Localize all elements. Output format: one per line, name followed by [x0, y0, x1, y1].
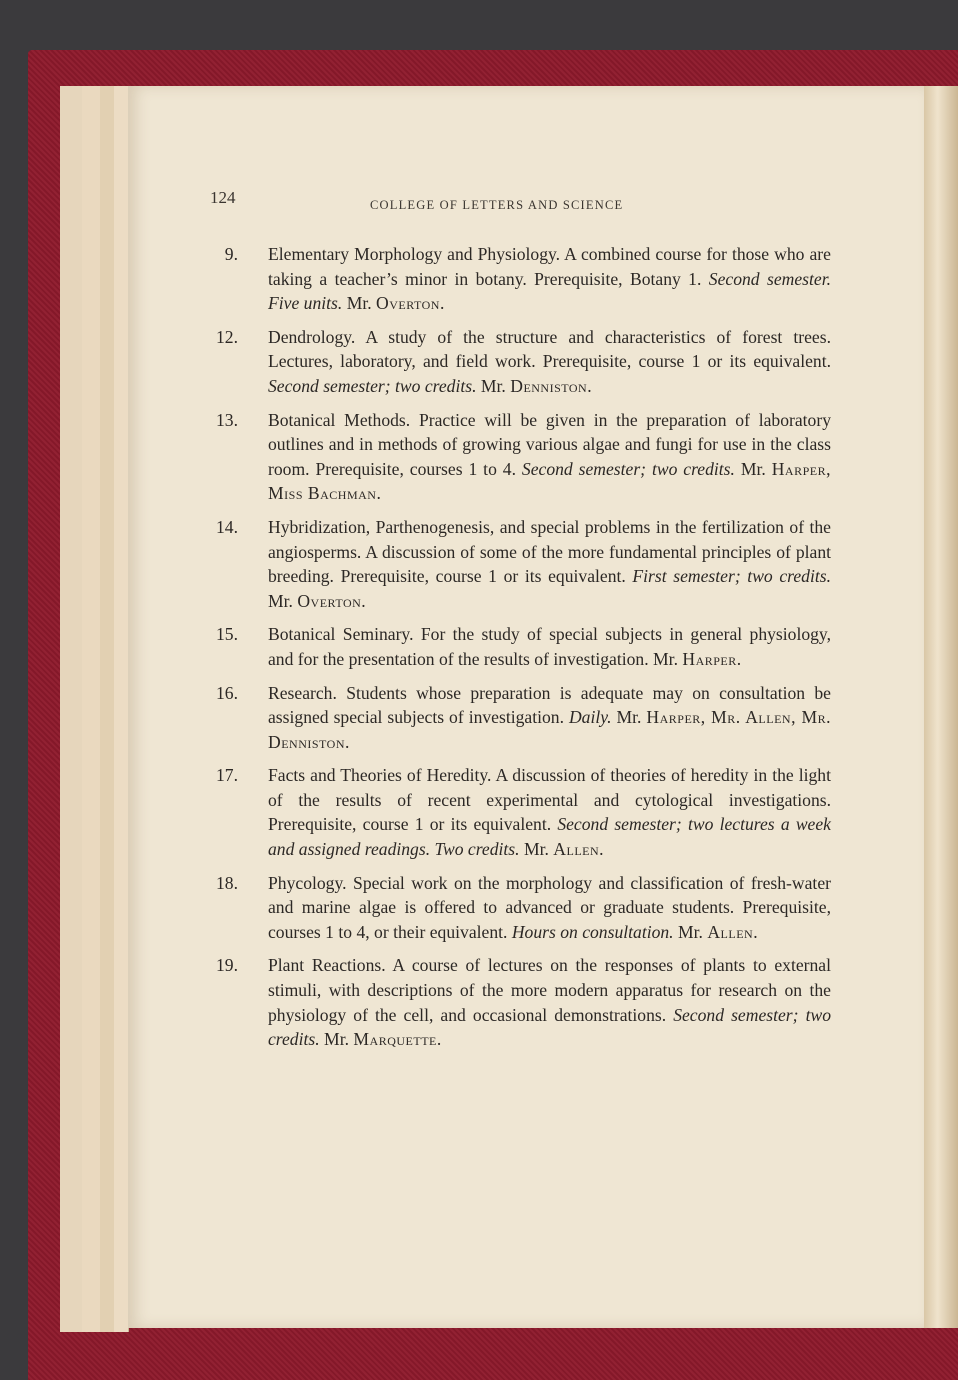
page-edges	[100, 86, 115, 1332]
course-instructor: Denniston.	[510, 375, 593, 396]
course-description: and special problems in the fertilization of the angiosperms. A discussion of some of the more fundamental principles of plant breeding. Prerequisite, course 1 or its equivalent.	[268, 516, 831, 587]
course-title: Elementary Morphology and Physiology.	[268, 244, 561, 264]
course-title: Plant Reactions.	[268, 955, 386, 976]
course-instructor: Harper.	[682, 648, 742, 669]
course-entry	[206, 325, 831, 399]
page-edges	[82, 86, 101, 1332]
instructor-prefix: Mr.	[740, 458, 766, 479]
instructor-prefix: Mr.	[324, 1029, 349, 1050]
course-number: 13.	[216, 409, 238, 430]
course-title: Phycology.	[268, 872, 347, 893]
course-text	[268, 325, 831, 399]
instructor-prefix: Mr.	[268, 590, 293, 611]
course-terms: Second semester; two lectures a week and assigned readings. Two credits.	[268, 814, 831, 860]
course-entry	[206, 622, 831, 671]
course-number: 9.	[224, 244, 238, 264]
course-text	[268, 871, 831, 945]
running-head	[0, 188, 958, 218]
course-number: 16.	[216, 682, 238, 703]
course-description: A study of the structure and characteristics of forest trees. Lectures, laboratory, and field work. Prerequisite, course 1 or its equivalent.	[268, 326, 831, 372]
course-instructor: Marquette.	[353, 1029, 442, 1050]
course-title: Botanical Methods.	[268, 409, 411, 430]
facing-page-edge	[924, 86, 958, 1328]
course-number: 14.	[216, 516, 238, 537]
running-head-title: COLLEGE OF LETTERS AND SCIENCE	[370, 198, 624, 212]
course-description: A discussion of theories of heredity in the light of the results of recent experimental and cytological investigations. Prerequisite, course 1 or its equivalent.	[268, 765, 831, 835]
course-terms: Hours on consultation.	[511, 921, 674, 942]
course-entry	[206, 681, 831, 755]
course-number: 18.	[216, 872, 238, 893]
course-instructor: Overton.	[376, 293, 445, 314]
course-terms: Second semester; two credits.	[521, 458, 735, 479]
course-title: Botanical Seminary.	[268, 624, 414, 645]
course-entry	[206, 763, 831, 861]
course-text	[268, 515, 831, 613]
instructor-prefix: Mr.	[653, 648, 678, 669]
instructor-prefix: Mr.	[678, 921, 703, 942]
course-terms: First semester; two credits.	[632, 566, 831, 587]
course-number: 17.	[216, 765, 238, 786]
page-edges	[114, 86, 129, 1332]
course-instructor: Harper, Mr. Allen, Mr. Denniston.	[268, 707, 831, 752]
course-entry	[206, 953, 831, 1051]
course-number: 12.	[216, 326, 238, 347]
course-title: Facts and Theories of Heredity.	[268, 765, 492, 786]
course-description: A course of lectures on the responses of plants to external stimuli, with descriptions of the more modern apparatus for research on the physiology of the cell, and occasional demonstrations.	[268, 955, 832, 1025]
course-text	[268, 622, 831, 671]
course-entry	[206, 871, 831, 945]
course-text	[268, 408, 831, 506]
course-instructor: Harper, Miss Bachman.	[268, 458, 831, 504]
course-terms: Second semester; two credits.	[268, 375, 477, 396]
course-text	[268, 763, 831, 861]
instructor-prefix: Mr.	[616, 707, 642, 728]
course-text	[268, 242, 831, 316]
course-terms: Second semester. Five units.	[268, 268, 831, 314]
instructor-prefix: Mr.	[346, 293, 372, 314]
course-text	[268, 953, 831, 1051]
course-terms: Daily.	[568, 707, 612, 728]
instructor-prefix: Mr.	[523, 839, 549, 860]
course-description: For the study of special subjects in general physiology, and for the presentation of the results of investigation.	[268, 624, 831, 669]
course-instructor: Allen.	[553, 839, 605, 860]
course-instructor: Allen.	[707, 921, 759, 942]
course-number: 15.	[216, 624, 238, 645]
course-description: Practice will be given in the preparation of laboratory outlines and in methods of growing various algae and fungi for use in the class room. Prerequisite, courses 1 to 4.	[268, 409, 831, 479]
course-title: Research.	[268, 682, 337, 703]
course-entry	[206, 242, 831, 316]
page-number: 124	[210, 188, 236, 207]
course-title: Hybridization, Parthenogenesis,	[268, 516, 495, 537]
course-entry	[206, 408, 831, 506]
instructor-prefix: Mr.	[480, 375, 506, 396]
course-list	[206, 242, 831, 1061]
course-instructor: Overton.	[297, 590, 367, 611]
page-edges	[60, 86, 83, 1332]
course-title: Dendrology.	[268, 326, 356, 347]
course-number: 19.	[216, 955, 238, 976]
course-text	[268, 681, 831, 755]
course-description: Students whose preparation is adequate may on consultation be assigned special subjects of investigation.	[268, 682, 831, 728]
course-description: A combined course for those who are taking a teacher’s minor in botany. Prerequisite, Botany 1.	[268, 244, 831, 289]
course-terms: Second semester; two credits.	[268, 1004, 831, 1050]
course-description: Special work on the morphology and classification of fresh-water and marine algae is offered to advanced or graduate students. Prerequisite, courses 1 to 4, or their equivalent.	[268, 872, 831, 942]
course-entry	[206, 515, 831, 613]
